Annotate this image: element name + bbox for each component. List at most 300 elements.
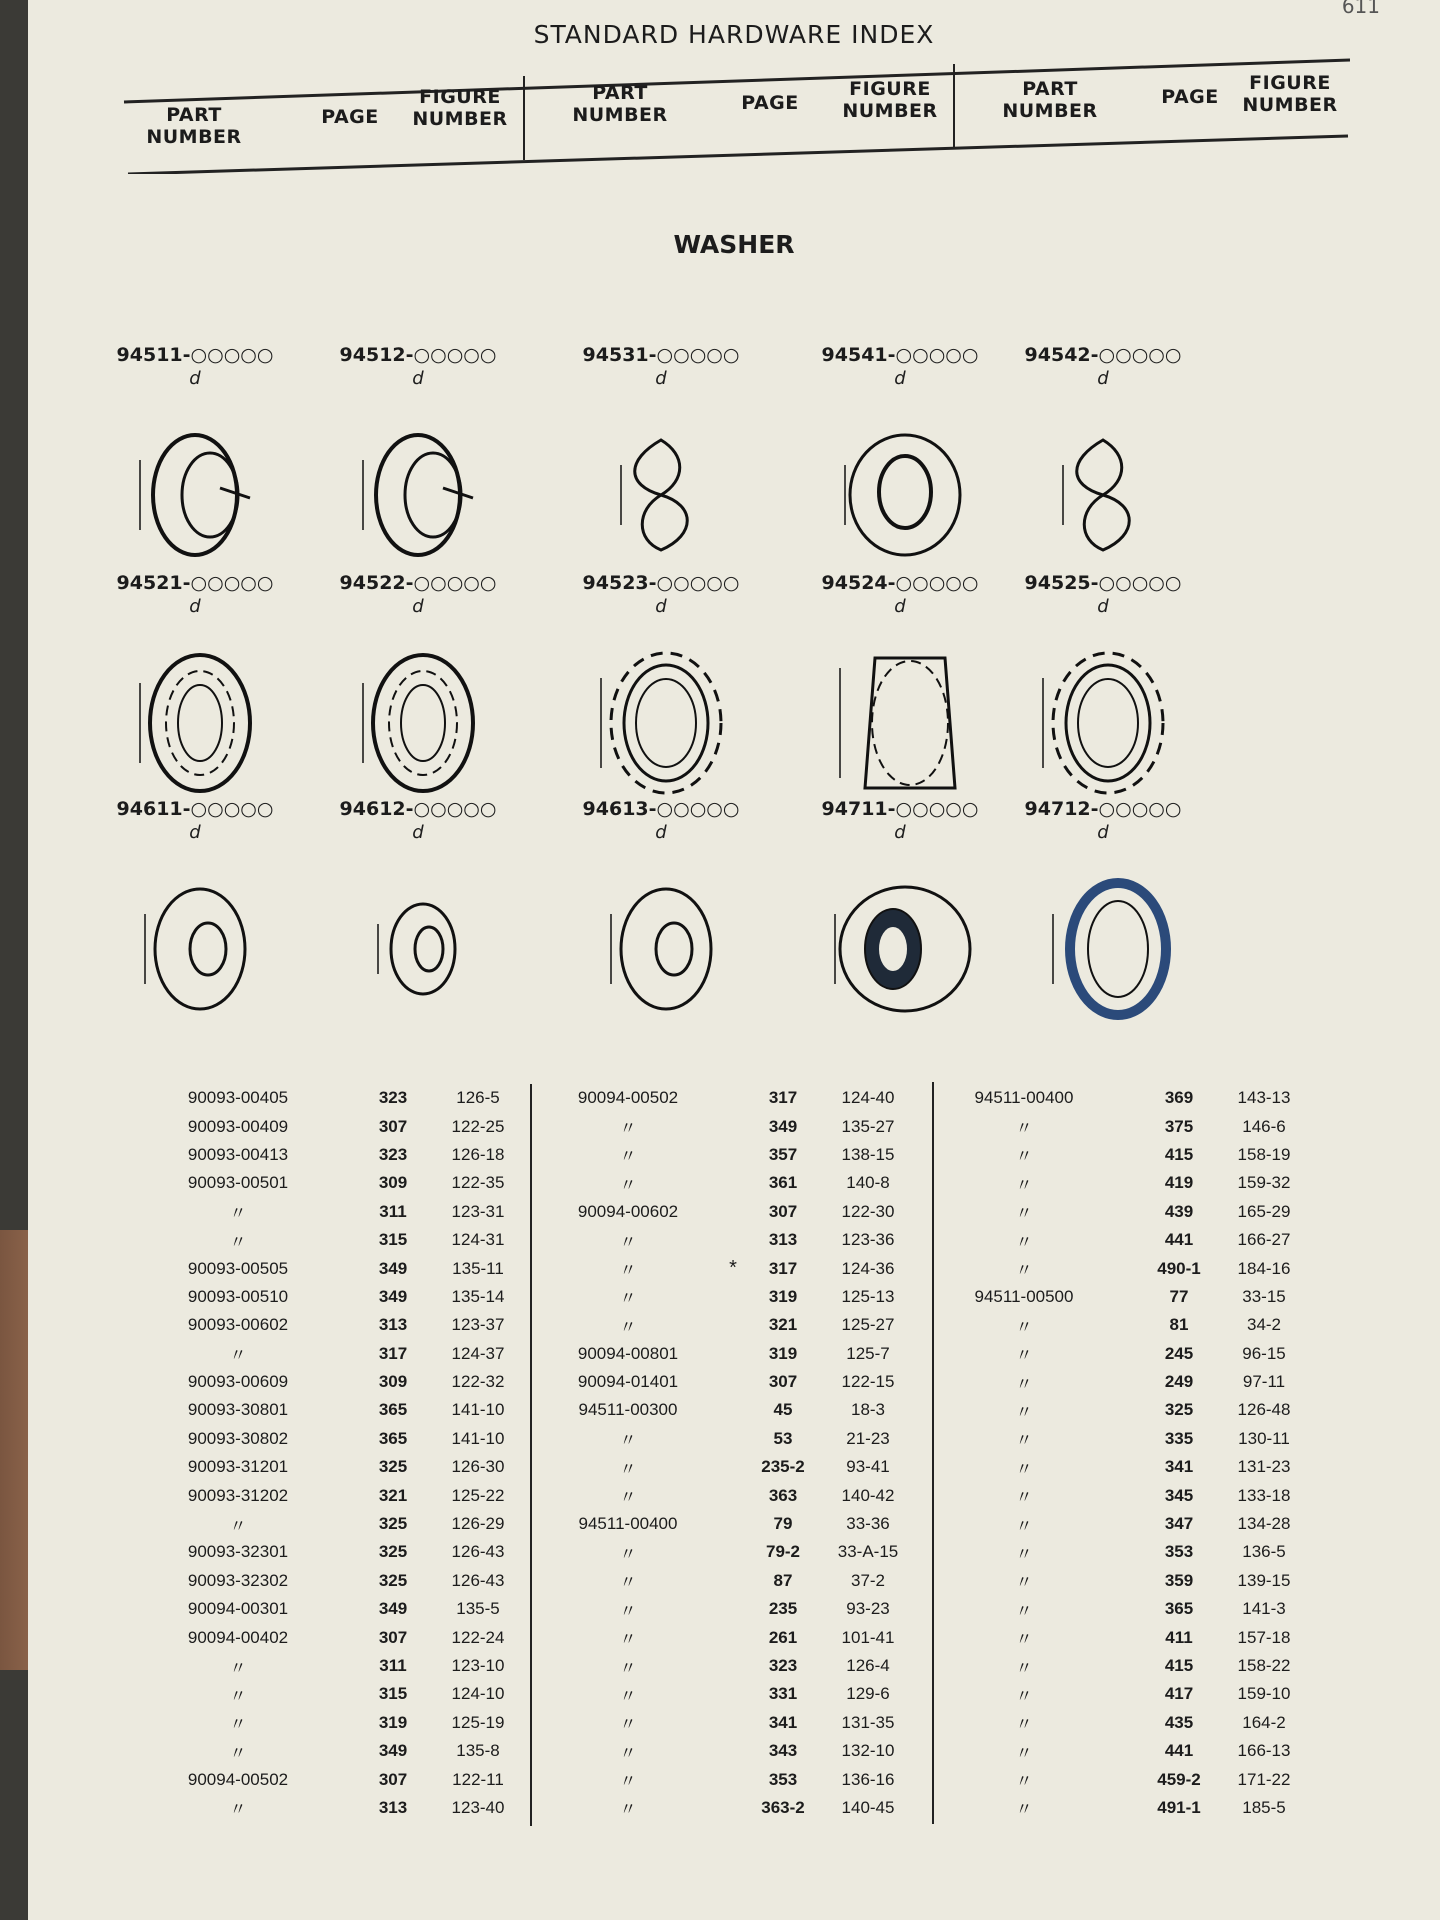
figure-ref: 125-19 xyxy=(451,1712,505,1732)
figure-ref: 101-41 xyxy=(841,1627,895,1647)
page-ref: 375 xyxy=(1164,1116,1194,1136)
part-number: 〃 xyxy=(619,1715,637,1735)
part-number: 90094-00502 xyxy=(577,1088,679,1108)
page-ref: 77 xyxy=(1169,1286,1189,1306)
page-ref: 439 xyxy=(1164,1201,1194,1221)
figure-ref: 96-15 xyxy=(1242,1343,1286,1363)
index-row xyxy=(148,1709,528,1737)
index-row xyxy=(148,1737,528,1765)
index-row xyxy=(148,1112,528,1140)
figure-ref: 138-15 xyxy=(841,1144,895,1164)
figure-part-code: 94613-○○○○○ xyxy=(582,798,740,820)
figure-ref: 93-23 xyxy=(846,1599,890,1619)
page-ref: 81 xyxy=(1169,1315,1189,1335)
part-number: 90093-00609 xyxy=(187,1372,289,1392)
diameter-mark: d xyxy=(894,368,906,389)
index-row xyxy=(538,1283,918,1311)
figure-part-code: 94512-○○○○○ xyxy=(339,344,497,366)
page-ref: 307 xyxy=(768,1201,798,1221)
figure-ref: 126-48 xyxy=(1237,1400,1291,1420)
part-number: 〃 xyxy=(1015,1119,1033,1139)
part-number: 〃 xyxy=(1015,1686,1033,1706)
figure-ref: 159-10 xyxy=(1237,1684,1291,1704)
page-ref: 459-2 xyxy=(1157,1769,1201,1789)
page-ref: 363-2 xyxy=(761,1797,805,1817)
page-ref: 323 xyxy=(378,1088,408,1108)
washer-drawing-seal xyxy=(805,854,995,1044)
index-row xyxy=(934,1396,1314,1424)
figure-ref: 136-16 xyxy=(841,1769,895,1789)
figure-ref: 140-8 xyxy=(846,1173,890,1193)
figure-ref: 123-40 xyxy=(451,1797,505,1817)
index-row xyxy=(934,1567,1314,1595)
index-row xyxy=(934,1425,1314,1453)
part-number: 〃 xyxy=(619,1601,637,1621)
page-ref: 307 xyxy=(378,1116,408,1136)
figure-ref: 141-3 xyxy=(1242,1599,1286,1619)
figure-ref: 97-11 xyxy=(1242,1372,1286,1392)
page-ref: 317 xyxy=(768,1088,798,1108)
washer-drawing-internal-tooth xyxy=(100,628,290,818)
index-row xyxy=(934,1311,1314,1339)
index-row xyxy=(538,1141,918,1169)
index-row xyxy=(148,1340,528,1368)
figure-ref: 126-43 xyxy=(451,1570,505,1590)
figure-ref: 124-36 xyxy=(841,1258,895,1278)
page-ref: 261 xyxy=(768,1627,798,1647)
figure-part-code: 94511-○○○○○ xyxy=(116,344,274,366)
page-ref: 341 xyxy=(768,1712,798,1732)
washer-figure xyxy=(785,344,1015,574)
page-ref: 79 xyxy=(773,1514,793,1534)
index-row xyxy=(934,1368,1314,1396)
header-page-3: PAGE xyxy=(1161,86,1219,108)
index-row xyxy=(148,1538,528,1566)
part-number: 〃 xyxy=(619,1772,637,1792)
figure-ref: 134-28 xyxy=(1237,1514,1291,1534)
figure-ref: 124-10 xyxy=(451,1684,505,1704)
part-number: 94511-00300 xyxy=(578,1400,678,1420)
figure-ref: 122-24 xyxy=(451,1627,505,1647)
figure-ref: 34-2 xyxy=(1246,1315,1282,1335)
part-number: 90093-00501 xyxy=(187,1173,289,1193)
page-ref: 359 xyxy=(1164,1570,1194,1590)
part-number: 94511-00400 xyxy=(578,1514,678,1534)
index-row xyxy=(934,1510,1314,1538)
index-row xyxy=(538,1368,918,1396)
part-number: 〃 xyxy=(619,1488,637,1508)
diameter-mark: d xyxy=(412,822,424,843)
diameter-mark: d xyxy=(189,368,201,389)
washer-figure xyxy=(988,344,1218,574)
diameter-mark: d xyxy=(1097,368,1109,389)
figure-ref: 143-13 xyxy=(1237,1088,1291,1108)
index-row xyxy=(148,1368,528,1396)
page-ref: 415 xyxy=(1164,1144,1194,1164)
part-number: 〃 xyxy=(229,1232,247,1252)
index-row xyxy=(148,1084,528,1112)
page-ref: 315 xyxy=(378,1230,408,1250)
washer-figure xyxy=(303,572,533,802)
page-ref: 307 xyxy=(768,1372,798,1392)
page-ref: 319 xyxy=(768,1286,798,1306)
index-row xyxy=(934,1283,1314,1311)
page-ref: 335 xyxy=(1164,1428,1194,1448)
page-ref: 319 xyxy=(768,1343,798,1363)
index-row xyxy=(538,1510,918,1538)
figure-part-code: 94524-○○○○○ xyxy=(821,572,979,594)
part-number: 90094-00602 xyxy=(577,1201,679,1221)
index-row xyxy=(538,1340,918,1368)
page-ref: 411 xyxy=(1165,1627,1193,1647)
header-figure-number-2: FIGURE NUMBER xyxy=(842,78,938,122)
part-number: 94511-00500 xyxy=(974,1286,1074,1306)
washer-drawing-plain xyxy=(100,854,290,1044)
diameter-mark: d xyxy=(894,596,906,617)
index-row xyxy=(934,1084,1314,1112)
diameter-mark: d xyxy=(655,368,667,389)
part-number: 〃 xyxy=(229,1715,247,1735)
part-number: 〃 xyxy=(1015,1601,1033,1621)
part-number: 90094-00502 xyxy=(187,1769,289,1789)
figure-ref: 135-5 xyxy=(456,1599,500,1619)
page-ref: 313 xyxy=(378,1315,408,1335)
part-number: 〃 xyxy=(619,1119,637,1139)
index-row xyxy=(934,1254,1314,1282)
part-number: 〃 xyxy=(1015,1431,1033,1451)
part-number: 〃 xyxy=(1015,1232,1033,1252)
part-number: 〃 xyxy=(1015,1800,1033,1820)
index-row xyxy=(538,1538,918,1566)
note-mark: * xyxy=(729,1257,737,1280)
washer-figure xyxy=(546,344,776,574)
figure-ref: 93-41 xyxy=(846,1457,890,1477)
page-ref: 353 xyxy=(768,1769,798,1789)
figure-ref: 33-15 xyxy=(1242,1286,1286,1306)
part-number: 90094-00801 xyxy=(577,1343,679,1363)
figure-ref: 166-27 xyxy=(1237,1230,1291,1250)
index-row xyxy=(934,1112,1314,1140)
part-number: 〃 xyxy=(1015,1658,1033,1678)
part-number: 〃 xyxy=(1015,1516,1033,1536)
index-row xyxy=(148,1652,528,1680)
page-ref: 349 xyxy=(378,1286,408,1306)
page-number: 611 xyxy=(1341,0,1380,18)
part-number: 〃 xyxy=(1015,1573,1033,1593)
figure-ref: 33-A-15 xyxy=(837,1542,899,1562)
page-ref: 317 xyxy=(768,1258,798,1278)
part-number: 90093-32301 xyxy=(187,1542,289,1562)
page-ref: 313 xyxy=(378,1797,408,1817)
washer-drawing-countersunk-tooth xyxy=(805,628,995,818)
diameter-mark: d xyxy=(894,822,906,843)
part-number: 〃 xyxy=(619,1459,637,1479)
index-row xyxy=(538,1709,918,1737)
figure-part-code: 94542-○○○○○ xyxy=(1024,344,1182,366)
washer-drawing-twist xyxy=(566,400,756,590)
part-number: 〃 xyxy=(619,1175,637,1195)
page-ref: 87 xyxy=(773,1570,793,1590)
index-row xyxy=(934,1169,1314,1197)
figure-ref: 159-32 xyxy=(1237,1173,1291,1193)
page-ref: 323 xyxy=(378,1144,408,1164)
figure-ref: 126-30 xyxy=(451,1457,505,1477)
index-row xyxy=(538,1084,918,1112)
washer-figure xyxy=(80,572,310,802)
figure-ref: 141-10 xyxy=(451,1428,505,1448)
page-ref: 307 xyxy=(378,1627,408,1647)
figure-ref: 124-40 xyxy=(841,1088,895,1108)
washer-figure xyxy=(785,572,1015,802)
page-ref: 311 xyxy=(379,1201,407,1221)
part-number: 〃 xyxy=(1015,1374,1033,1394)
part-number: 90093-32302 xyxy=(187,1570,289,1590)
part-number: 90094-00402 xyxy=(187,1627,289,1647)
index-title: STANDARD HARDWARE INDEX xyxy=(533,20,935,49)
part-number: 〃 xyxy=(229,1658,247,1678)
part-number: 〃 xyxy=(619,1232,637,1252)
figure-ref: 185-5 xyxy=(1242,1797,1286,1817)
figure-ref: 135-14 xyxy=(451,1286,505,1306)
page-ref: 365 xyxy=(1164,1599,1194,1619)
index-row xyxy=(538,1652,918,1680)
washer-drawing-internal-tooth xyxy=(323,628,513,818)
figure-ref: 165-29 xyxy=(1237,1201,1291,1221)
page-ref: 315 xyxy=(378,1684,408,1704)
index-row xyxy=(538,1169,918,1197)
section-title: WASHER xyxy=(673,230,795,259)
washer-drawing-plain xyxy=(566,854,756,1044)
index-row xyxy=(148,1254,528,1282)
part-number: 〃 xyxy=(229,1346,247,1366)
part-number: 〃 xyxy=(619,1544,637,1564)
header-rules xyxy=(100,56,1350,174)
index-column-1 xyxy=(148,1084,528,1822)
figure-ref: 131-35 xyxy=(841,1712,895,1732)
figure-ref: 125-27 xyxy=(841,1315,895,1335)
diameter-mark: d xyxy=(655,822,667,843)
figure-ref: 123-10 xyxy=(451,1656,505,1675)
page-ref: 419 xyxy=(1164,1173,1194,1193)
index-row xyxy=(148,1680,528,1708)
diameter-mark: d xyxy=(1097,596,1109,617)
page-ref: 321 xyxy=(378,1485,408,1505)
index-row xyxy=(934,1198,1314,1226)
part-number: 〃 xyxy=(1015,1402,1033,1422)
index-row xyxy=(538,1595,918,1623)
figure-ref: 146-6 xyxy=(1242,1116,1286,1136)
index-row xyxy=(934,1226,1314,1254)
index-row xyxy=(934,1737,1314,1765)
page-ref: 325 xyxy=(378,1514,408,1534)
page-ref: 325 xyxy=(1164,1400,1194,1420)
diameter-mark: d xyxy=(189,596,201,617)
part-number: 90093-00602 xyxy=(187,1315,289,1335)
header-part-number-3: PART NUMBER xyxy=(1002,78,1098,122)
part-number: 90093-31202 xyxy=(187,1485,289,1505)
figure-ref: 37-2 xyxy=(850,1570,886,1590)
part-number: 〃 xyxy=(619,1800,637,1820)
page-ref: 245 xyxy=(1164,1343,1194,1363)
index-row xyxy=(148,1198,528,1226)
column-header-band xyxy=(100,56,1350,174)
page-ref: 323 xyxy=(768,1656,798,1675)
index-row xyxy=(148,1765,528,1793)
header-part-number-1: PART NUMBER xyxy=(146,104,242,148)
figure-ref: 184-16 xyxy=(1237,1258,1291,1278)
page-ref: 309 xyxy=(378,1173,408,1193)
figure-ref: 126-4 xyxy=(846,1656,890,1675)
washer-drawing-external-tooth xyxy=(566,628,756,818)
figure-ref: 140-45 xyxy=(841,1797,895,1817)
page-ref: 347 xyxy=(1164,1514,1194,1534)
index-row xyxy=(148,1567,528,1595)
index-row xyxy=(538,1680,918,1708)
part-number: 〃 xyxy=(229,1204,247,1224)
index-row xyxy=(934,1794,1314,1822)
page-ref: 313 xyxy=(768,1230,798,1250)
index-row xyxy=(538,1112,918,1140)
figure-part-code: 94531-○○○○○ xyxy=(582,344,740,366)
page-ref: 363 xyxy=(768,1485,798,1505)
page-ref: 491-1 xyxy=(1157,1797,1201,1817)
part-number: 90093-00413 xyxy=(187,1144,289,1164)
part-number: 〃 xyxy=(1015,1346,1033,1366)
page-ref: 435 xyxy=(1164,1712,1194,1732)
figure-ref: 130-11 xyxy=(1238,1428,1290,1448)
page-ref: 321 xyxy=(768,1315,798,1335)
index-row xyxy=(538,1396,918,1424)
page-ref: 307 xyxy=(378,1769,408,1789)
page-ref: 311 xyxy=(379,1656,407,1675)
figure-ref: 122-35 xyxy=(451,1173,505,1193)
figure-part-code: 94522-○○○○○ xyxy=(339,572,497,594)
figure-ref: 123-36 xyxy=(841,1230,895,1250)
part-number: 〃 xyxy=(1015,1488,1033,1508)
page-ref: 325 xyxy=(378,1457,408,1477)
index-row xyxy=(538,1481,918,1509)
figure-ref: 164-2 xyxy=(1242,1712,1286,1732)
index-row xyxy=(148,1169,528,1197)
washer-figure xyxy=(303,344,533,574)
diameter-mark: d xyxy=(655,596,667,617)
figure-part-code: 94525-○○○○○ xyxy=(1024,572,1182,594)
figure-ref: 129-6 xyxy=(846,1684,890,1704)
figure-ref: 158-22 xyxy=(1237,1656,1291,1675)
figure-ref: 126-5 xyxy=(456,1088,500,1108)
page-ref: 353 xyxy=(1164,1542,1194,1562)
index-row xyxy=(934,1538,1314,1566)
washer-figure xyxy=(988,798,1218,1028)
part-number: 〃 xyxy=(1015,1147,1033,1167)
diameter-mark: d xyxy=(189,822,201,843)
index-row xyxy=(934,1141,1314,1169)
washer-drawing-split xyxy=(100,400,290,590)
figure-ref: 122-15 xyxy=(841,1372,895,1392)
manual-page xyxy=(28,0,1440,1920)
washer-figure xyxy=(785,798,1015,1028)
part-number: 90093-00409 xyxy=(187,1116,289,1136)
diameter-mark: d xyxy=(1097,822,1109,843)
part-number: 90093-00510 xyxy=(187,1286,289,1306)
index-row xyxy=(934,1453,1314,1481)
figure-ref: 139-15 xyxy=(1237,1570,1291,1590)
diameter-mark: d xyxy=(412,596,424,617)
part-number: 〃 xyxy=(619,1743,637,1763)
page-ref: 79-2 xyxy=(765,1542,801,1562)
figure-ref: 141-10 xyxy=(451,1400,505,1420)
part-number: 〃 xyxy=(229,1686,247,1706)
page-ref: 349 xyxy=(768,1116,798,1136)
part-number: 〃 xyxy=(1015,1544,1033,1564)
index-row xyxy=(934,1709,1314,1737)
page-ref: 441 xyxy=(1164,1741,1194,1761)
index-row xyxy=(538,1425,918,1453)
page-ref: 361 xyxy=(768,1173,798,1193)
part-number: 〃 xyxy=(1015,1204,1033,1224)
page-ref: 357 xyxy=(768,1144,798,1164)
page-ref: 417 xyxy=(1164,1684,1194,1704)
page-ref: 249 xyxy=(1164,1372,1194,1392)
index-row xyxy=(538,1311,918,1339)
page-ref: 235-2 xyxy=(761,1457,805,1477)
figure-ref: 135-8 xyxy=(456,1741,500,1761)
part-number: 〃 xyxy=(1015,1715,1033,1735)
part-number: 90093-31201 xyxy=(187,1457,289,1477)
figure-ref: 126-43 xyxy=(451,1542,505,1562)
figure-part-code: 94541-○○○○○ xyxy=(821,344,979,366)
figure-ref: 136-5 xyxy=(1242,1542,1286,1562)
figure-part-code: 94521-○○○○○ xyxy=(116,572,274,594)
figure-ref: 140-42 xyxy=(841,1485,895,1505)
index-row xyxy=(538,1254,918,1282)
page-ref: 349 xyxy=(378,1599,408,1619)
index-row xyxy=(538,1765,918,1793)
figure-ref: 135-27 xyxy=(841,1116,895,1136)
washer-drawing-external-tooth xyxy=(1008,628,1198,818)
index-row xyxy=(148,1794,528,1822)
part-number: 〃 xyxy=(1015,1175,1033,1195)
page-ref: 415 xyxy=(1164,1656,1194,1675)
figure-part-code: 94612-○○○○○ xyxy=(339,798,497,820)
washer-figure xyxy=(303,798,533,1028)
figure-ref: 158-19 xyxy=(1237,1144,1291,1164)
figure-ref: 21-23 xyxy=(846,1428,890,1448)
part-number: 〃 xyxy=(619,1573,637,1593)
figure-ref: 126-29 xyxy=(451,1514,505,1534)
figure-ref: 166-13 xyxy=(1237,1741,1291,1761)
part-number: 90093-30802 xyxy=(187,1428,289,1448)
index-row xyxy=(538,1567,918,1595)
page-ref: 349 xyxy=(378,1258,408,1278)
index-row xyxy=(538,1198,918,1226)
index-column-3 xyxy=(934,1084,1314,1822)
part-number: 90093-30801 xyxy=(187,1400,289,1420)
part-number: 〃 xyxy=(619,1317,637,1337)
washer-figure xyxy=(546,798,776,1028)
part-number: 〃 xyxy=(619,1261,637,1281)
index-row xyxy=(148,1141,528,1169)
figure-ref: 122-11 xyxy=(452,1769,504,1789)
figure-ref: 126-18 xyxy=(451,1144,505,1164)
index-row xyxy=(934,1765,1314,1793)
part-number: 〃 xyxy=(1015,1630,1033,1650)
index-row xyxy=(538,1794,918,1822)
figure-ref: 124-37 xyxy=(451,1343,505,1363)
index-row xyxy=(148,1595,528,1623)
figure-ref: 124-31 xyxy=(451,1230,505,1250)
washer-drawing-gasket xyxy=(1008,854,1198,1044)
